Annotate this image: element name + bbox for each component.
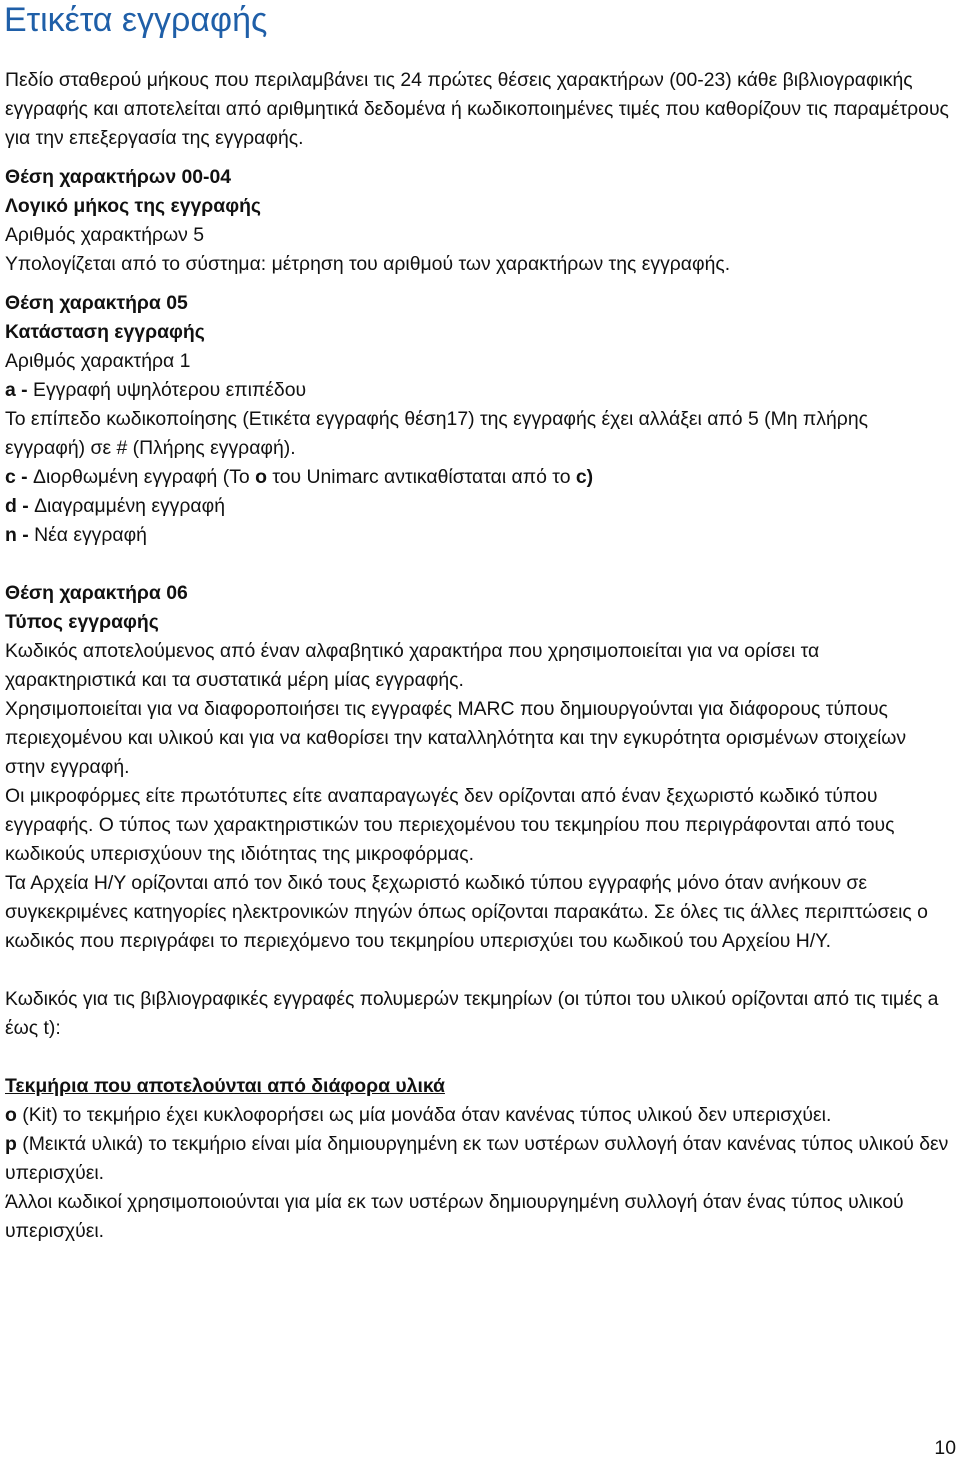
section-heading: Θέση χαρακτήρα 05 <box>5 292 188 314</box>
code-text: Διορθωμένη εγγραφή (Το <box>33 466 256 488</box>
paragraph: Κωδικός αποτελούμενος από έναν αλφαβητικό χαρακτήρα που χρησιμοποιείται για να ορίσει τα χαρακτηριστικά και τα συστατικά μέρη μίας εγγραφής. <box>5 640 820 691</box>
section-subheading: Κατάσταση εγγραφής <box>5 321 205 343</box>
char-count: Αριθμός χαρακτήρα 1 <box>5 350 191 372</box>
multipart-intro: Κωδικός για τις βιβλιογραφικές εγγραφές πολυμερών τεκμηρίων (οι τύποι του υλικού ορίζονται από τις τιμές a έως t): <box>5 988 939 1039</box>
code-n-item <box>5 521 950 550</box>
code-text: (Kit) το τεκμήριο έχει κυκλοφορήσει ως μία μονάδα όταν κανένας τύπος υλικού δεν υπερισχύει. <box>16 1104 832 1126</box>
section-heading: Θέση χαρακτήρων 00-04 <box>5 166 232 188</box>
code-c-item <box>5 463 950 492</box>
section-pos-06 <box>5 579 950 956</box>
paragraph: Χρησιμοποιείται για να διαφοροποιήσει τις εγγραφές MARC που δημιουργούνται για διάφορους τύπους περιεχομένου και υλικού και για να καθορίσει την καταλληλότητα και την εγκυρότητα ορισμένων στοιχείων στην εγγραφή. <box>5 698 907 778</box>
code-inline: o <box>255 466 267 488</box>
document-body <box>5 66 950 1246</box>
code-label: p <box>5 1133 17 1155</box>
code-label: n - <box>5 524 35 546</box>
section-subheading: Λογικό μήκος της εγγραφής <box>5 195 261 217</box>
section-pos-05 <box>5 289 950 550</box>
page-title: Ετικέτα εγγραφής <box>4 1 268 39</box>
code-text: Νέα εγγραφή <box>34 524 147 546</box>
page-number: 10 <box>934 1437 956 1459</box>
char-count: Αριθμός χαρακτήρων 5 <box>5 224 205 246</box>
section-subheading: Τύπος εγγραφής <box>5 611 159 633</box>
section-heading: Τεκμήρια που αποτελούνται από διάφορα υλικά <box>5 1075 445 1097</box>
code-label: a - <box>5 379 34 401</box>
intro-paragraph: Πεδίο σταθερού μήκους που περιλαμβάνει τις 24 πρώτες θέσεις χαρακτήρων (00-23) κάθε βιβλιογραφικής εγγραφής και αποτελείται από αριθμητικά δεδομένα ή κωδικοποιημένες τιμές που καθορίζουν τις παραμέτρους για την επεξεργασία της εγγραφής. <box>5 69 949 149</box>
code-p-item <box>5 1130 950 1188</box>
code-label: o <box>5 1104 17 1126</box>
paragraph: Άλλοι κωδικοί χρησιμοποιούνται για μία εκ των υστέρων δημιουργημένη συλλογή όταν ένας τύπος υλικού υπερισχύει. <box>5 1191 904 1242</box>
code-text: του Unimarc αντικαθίσταται από το <box>266 466 576 488</box>
paragraph: Τα Αρχεία Η/Υ ορίζονται από τον δικό τους ξεχωριστό κωδικό τύπου εγγραφής μόνο όταν ανήκουν σε συγκεκριμένες κατηγορίες ηλεκτρονικών πηγών όπως ορίζονται παρακάτω. Σε όλες τις άλλες περιπτώσεις ο κωδικός που περιγράφει το περιεχόμενο του τεκμηρίου υπερισχύει του κωδικού του Αρχείου Η/Υ. <box>5 872 928 952</box>
code-a-description: Το επίπεδο κωδικοποίησης (Ετικέτα εγγραφής θέση17) της εγγραφής έχει αλλάξει από 5 (Μη πλήρης εγγραφή) σε # (Πλήρης εγγραφή). <box>5 408 868 459</box>
section-description: Υπολογίζεται από το σύστημα: μέτρηση του αριθμού των χαρακτήρων της εγγραφής. <box>5 253 731 275</box>
code-label: c - <box>5 466 34 488</box>
section-heading: Θέση χαρακτήρα 06 <box>5 582 188 604</box>
code-inline: c) <box>575 466 594 488</box>
section-pos-00-04 <box>5 163 950 279</box>
code-label: d - <box>5 495 35 517</box>
code-a-item <box>5 376 950 405</box>
code-text: Διαγραμμένη εγγραφή <box>34 495 225 517</box>
paragraph: Οι μικροφόρμες είτε πρωτότυπες είτε αναπαραγωγές δεν ορίζονται από έναν ξεχωριστό κωδικό τύπου εγγραφής. Ο τύπος των χαρακτηριστικών του περιεχομένου του τεκμηρίου που περιγράφονται από τους κωδικούς υπερισχύουν της ιδιότητας της μικροφόρμας. <box>5 785 895 865</box>
section-mixed-materials <box>5 1072 950 1246</box>
code-text: (Μεικτά υλικά) το τεκμήριο είναι μία δημιουργημένη εκ των υστέρων συλλογή όταν κανένας τύπος υλικού δεν υπερισχύει. <box>5 1133 949 1184</box>
code-o-item <box>5 1101 950 1130</box>
code-d-item <box>5 492 950 521</box>
code-text: Εγγραφή υψηλότερου επιπέδου <box>33 379 307 401</box>
